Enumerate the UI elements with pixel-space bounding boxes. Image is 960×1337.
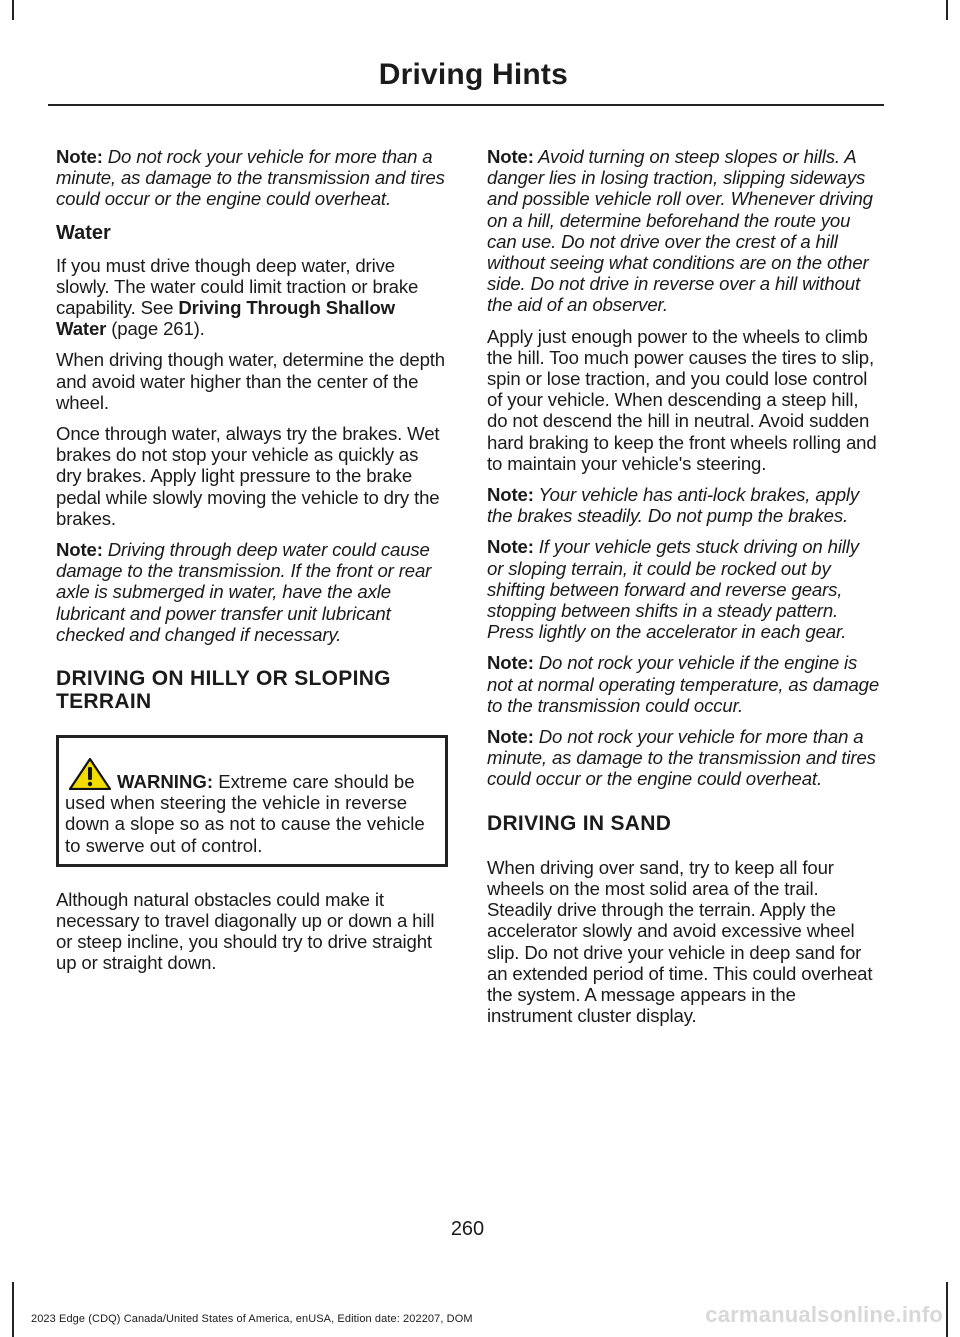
watermark: carmanualsonline.info bbox=[705, 1302, 943, 1327]
shallow-water-link[interactable]: Driving Through Shallow Water bbox=[56, 297, 395, 340]
note-text: Avoid turning on steep slopes or hills. A danger lies in losing traction, slipping sideways and possible vehicle roll over. Whenever driving on a hill, determine beforehand the route you can use. Do not drive over the crest of a hill without seeing what conditions are on the other side. Do not drive in reverse over a hill without the aid of an observer. bbox=[487, 146, 873, 316]
note-label: Note: bbox=[487, 536, 534, 558]
crop-mark-bottom-left-v bbox=[12, 1282, 14, 1337]
crop-mark-top-left-v bbox=[12, 0, 14, 20]
note-text: Your vehicle has anti-lock brakes, apply the brakes steadily. Do not pump the brakes. bbox=[487, 484, 860, 527]
section-heading-hilly-terrain: DRIVING ON HILLY OR SLOPING TERRAIN bbox=[56, 667, 391, 714]
note-label: Note: bbox=[487, 146, 534, 167]
note-label: Note: bbox=[56, 146, 103, 167]
water-paragraph-3: Once through water, always try the brakes. Wet brakes do not stop your vehicle as quickly as dry brakes. Apply light pressure to the brake pedal while slowly moving the vehicle to dry the brakes. bbox=[56, 423, 440, 529]
water-paragraph-2: When driving though water, determine the depth and avoid water higher than the center of the wheel. bbox=[56, 349, 445, 413]
warning-text: Extreme care should be used when steering the vehicle in reverse down a slope so as not to cause the vehicle to swerve out of control. bbox=[65, 771, 425, 856]
note-label: Note: bbox=[487, 652, 534, 674]
crop-mark-top-right-v bbox=[946, 0, 948, 20]
note-steep-slopes bbox=[487, 146, 880, 316]
water-heading: Water bbox=[56, 221, 111, 244]
sand-paragraph: When driving over sand, try to keep all four wheels on the most solid area of the trail. Steadily drive through the terrain. Apply the accelerator slowly and avoid excessive wheel slip. Do not drive your vehicle in deep sand for an extended period of time. This could overheat the system. A message appears in the instrument cluster display. bbox=[487, 856, 873, 1027]
crop-mark-bottom-right-v bbox=[946, 1282, 948, 1337]
note-deep-water bbox=[56, 539, 448, 645]
header-divider bbox=[48, 104, 884, 106]
note-anti-lock bbox=[487, 484, 880, 526]
note-text: Do not rock your vehicle for more than a minute, as damage to the transmission and tires could occur or the engine could overheat. bbox=[487, 726, 876, 790]
note-text: Do not rock your vehicle if the engine is not at normal operating temperature, as damage to the transmission could occur. bbox=[487, 652, 880, 716]
note-stuck bbox=[487, 536, 880, 642]
page-number: 260 bbox=[450, 1218, 485, 1240]
page-title: Driving Hints bbox=[378, 58, 568, 91]
hill-paragraph: Although natural obstacles could make it necessary to travel diagonally up or down a hill or steep incline, you should try to drive straight up or straight down. bbox=[56, 888, 435, 974]
left-column bbox=[56, 146, 448, 984]
note-label: Note: bbox=[487, 484, 534, 506]
right-column bbox=[487, 146, 880, 1036]
warning-label: WARNING: bbox=[117, 771, 214, 793]
warning-triangle-icon bbox=[69, 758, 111, 790]
water-text-a: If you must drive though deep water, drive slowly. The water could limit traction or brake capability. See bbox=[56, 254, 419, 319]
edition-footer: 2023 Edge (CDQ) Canada/United States of America, enUSA, Edition date: 202207, DOM bbox=[31, 1313, 473, 1325]
note-text: Driving through deep water could cause damage to the transmission. If the front or rear axle is submerged in water, have the axle lubricant and power transfer unit lubricant checked and changed if necessary. bbox=[56, 539, 432, 645]
note-engine-temperature bbox=[487, 652, 880, 716]
note-rocking-duration-2 bbox=[487, 726, 880, 790]
note-text: If your vehicle gets stuck driving on hilly or sloping terrain, it could be rocked out by shifting between forward and reverse gears, stopping between shifts in a steady pattern. Press lightly on the accelerator in each gear. bbox=[487, 536, 859, 643]
power-paragraph: Apply just enough power to the wheels to climb the hill. Too much power causes the tires to slip, spin or lose traction, and you could lose control of your vehicle. When descending a steep hill, do not descend the hill in neutral. Avoid sudden hard braking to keep the front wheels rolling and to maintain your vehicle's steering. bbox=[487, 325, 877, 474]
note-text: Do not rock your vehicle for more than a minute, as damage to the transmission and tires could occur or the engine could overheat. bbox=[56, 146, 445, 210]
note-rocking-duration bbox=[56, 146, 448, 210]
water-paragraph-1 bbox=[56, 255, 448, 340]
note-label: Note: bbox=[487, 726, 534, 748]
note-label: Note: bbox=[56, 539, 103, 561]
warning-box bbox=[56, 735, 448, 867]
section-heading-sand: DRIVING IN SAND bbox=[487, 811, 672, 835]
water-text-b: (page 261). bbox=[106, 318, 205, 340]
